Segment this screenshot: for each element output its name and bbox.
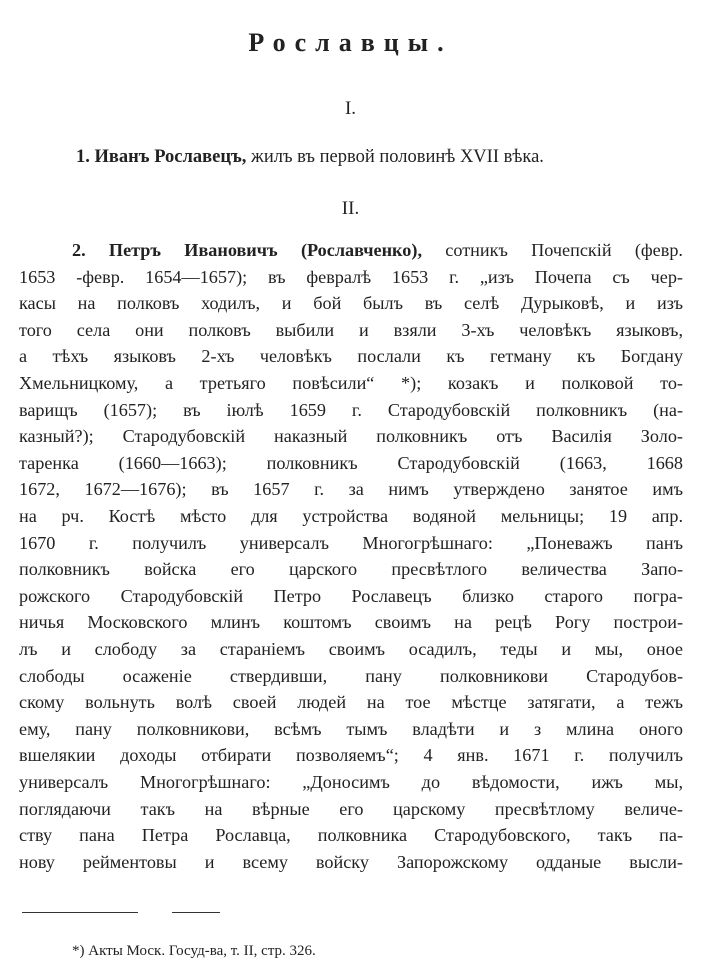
entry-two-line: [19, 343, 683, 369]
entry-two-name: 2. Петръ Ивановичъ (Рославченко),: [72, 240, 446, 260]
entry-two-line: [19, 689, 683, 715]
entry-two-line: [19, 530, 683, 556]
entry-two-line: [19, 370, 683, 396]
entry-two-text: рожского Стародубовскій Петро Рославецъ близко старого погра-: [19, 585, 683, 606]
entry-two-text: 1672, 1672—1676); въ 1657 г. за нимъ утверждено занятое имъ: [19, 479, 683, 500]
entry-two-text: касы на полковъ ходилъ, и бой былъ въ селѣ Дурыковѣ, и изъ: [19, 293, 683, 314]
entry-two-text: ему, пану полковникови, всѣмъ тымъ владѣти и з млина оного: [19, 718, 683, 739]
entry-two-text: лъ и слободу за старанiемъ своимъ осадилъ, теды и мы, оное: [19, 639, 683, 659]
entry-two-text: на рч. Костѣ мѣсто для устройства водяной мельницы; 19 апр.: [19, 506, 683, 526]
entry-two-text: ничья Московского млинъ коштомъ своимъ на рецѣ Рогу построи-: [19, 612, 683, 633]
entry-two-text: варищъ (1657); въ іюлѣ 1659 г. Стародубовскій полковникъ (на-: [19, 399, 683, 420]
entry-two-line: [19, 609, 683, 635]
entry-two-line: [19, 716, 683, 742]
entry-two-line: [19, 556, 683, 582]
section-heading-one: I.: [344, 98, 357, 119]
entry-two-text: универсалъ Многогрѣшнаго: „Доносимъ до вѣдомости, ижъ мы,: [19, 772, 683, 792]
entry-two-line: [19, 769, 683, 795]
entry-two-line: [19, 503, 683, 529]
entry-two-line: [19, 264, 683, 290]
footnote: *) Акты Моск. Госуд-ва, т. II, стр. 326.: [72, 943, 316, 959]
entry-two-text: казный?); Стародубовскій наказный полковникъ отъ Василія Золо-: [19, 426, 683, 447]
entry-two-text: Хмельницкому, а третьяго повѣсили“ *); козакъ и полковой то-: [19, 373, 683, 393]
entry-two-line: [19, 796, 683, 822]
entry-two-line: [19, 423, 683, 449]
entry-two-line: [19, 397, 683, 423]
entry-two-text: того села они полковъ выбили и взяли 3-хъ человѣкъ языковъ,: [19, 319, 683, 340]
entry-two-line: [19, 450, 683, 476]
entry-two-text: вшелякии доходы отбирати позволяемъ“; 4 янв. 1671 г. получилъ: [19, 745, 683, 766]
entry-two-text: 1653 -февр. 1654—1657); въ февралѣ 1653 г. „изъ Почепа съ чер-: [19, 266, 683, 287]
entry-two-line: [72, 237, 683, 263]
entry-one: [76, 147, 696, 168]
entry-two-text: сотникъ Почепскій (февр.: [445, 240, 683, 260]
entry-one-text: жилъ въ первой половинѣ XVII вѣка.: [246, 147, 544, 167]
entry-two-line: [19, 583, 683, 609]
entry-two-line: [19, 663, 683, 689]
footnote-rule-short: [172, 912, 220, 913]
entry-two-text: поглядаючи такъ на вѣрные его царскому пресвѣтлому величе-: [19, 798, 683, 819]
entry-two-line: [19, 742, 683, 768]
entry-two-text: таренка (1660—1663); полковникъ Стародубовскій (1663, 1668: [19, 452, 683, 473]
footnote-rule: [22, 912, 138, 913]
entry-two-text: полковникъ войска его царского пресвѣтлого величества Запо-: [19, 559, 683, 580]
entry-two-text: ству пана Петра Рославца, полковника Стародубовского, такъ па-: [19, 825, 683, 846]
section-heading-two: II.: [341, 198, 360, 219]
entry-two-text: нову рейментовы и всему войску Запорожскому одданые высли-: [19, 851, 683, 872]
entry-two-text: скому вольнуть волѣ своей людей на тое мѣстце затягати, а тежъ: [19, 692, 683, 713]
entry-two-line: [19, 476, 683, 502]
entry-two-text: 1670 г. получилъ универсалъ Многогрѣшнаго: „Поневажъ панъ: [19, 532, 683, 553]
entry-two-line: [19, 822, 683, 848]
entry-one-name: 1. Иванъ Рославецъ,: [76, 147, 247, 167]
entry-two-line: [19, 636, 683, 662]
entry-two-line: [19, 849, 683, 875]
page-title: Рославцы.: [248, 28, 453, 57]
entry-two-text: а тѣхъ языковъ 2-хъ человѣкъ послали къ гетману къ Богдану: [19, 346, 683, 367]
entry-two-line: [19, 317, 683, 343]
entry-two-text: слободы осаженіе ствердивши, пану полковникови Стародубов-: [19, 665, 683, 686]
entry-two-line: [19, 290, 683, 316]
